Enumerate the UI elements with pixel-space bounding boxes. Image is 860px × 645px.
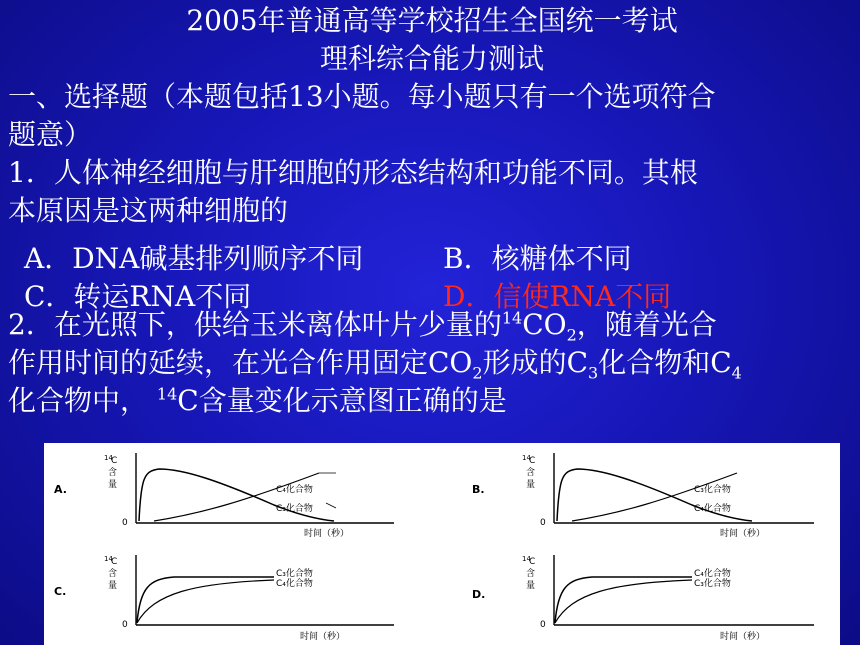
- question-2-line3: [8, 382, 856, 420]
- slide-content: [8, 2, 856, 420]
- q2-superscript: 14: [501, 308, 523, 328]
- label-lower: C₄化合物: [276, 579, 313, 589]
- q2-text: 作用时间的延续，在光合作用固定CO: [8, 346, 473, 379]
- q2-subscript: 2: [566, 325, 577, 345]
- question-2-line2: [8, 344, 856, 382]
- q2-text: 形成的C: [482, 346, 589, 379]
- origin-label: 0: [540, 518, 546, 528]
- label-upper: C₄化合物: [276, 485, 313, 495]
- x-axis-label: 时间（秒）: [720, 529, 766, 539]
- label-upper: C₃化合物: [694, 485, 731, 495]
- curve-fast-plateau: [555, 577, 692, 623]
- y-axis-sup: 14: [522, 555, 531, 563]
- q2-text: ，随着光合: [576, 308, 717, 341]
- figure-graphs: [44, 443, 840, 645]
- panel-letter: C.: [54, 585, 67, 598]
- section-heading-line1: 一、选择题（本题包括13小题。每小题只有一个选项符合: [8, 80, 716, 113]
- y-axis-sup: 14: [104, 454, 113, 462]
- label-upper: C₄化合物: [694, 569, 731, 579]
- y-axis-char: 量: [108, 581, 118, 591]
- panel-d: [472, 555, 814, 642]
- y-axis-c: C: [529, 557, 536, 567]
- panel-letter: B.: [472, 483, 485, 496]
- question-1-line2: 本原因是这两种细胞的: [8, 194, 289, 227]
- x-axis-label: 时间（秒）: [300, 632, 346, 642]
- q2-superscript: 14: [156, 384, 178, 404]
- answer-figure: [44, 443, 840, 645]
- y-axis-c: C: [111, 557, 118, 567]
- y-axis-char: 量: [526, 581, 536, 591]
- curve-slow-plateau: [555, 580, 692, 623]
- label-lower: C₃化合物: [694, 579, 731, 589]
- y-axis-char: 量: [526, 480, 536, 490]
- curve-slow-plateau: [137, 580, 274, 623]
- y-axis-sup: 14: [104, 555, 113, 563]
- panel-b: [472, 453, 814, 539]
- y-axis-char: 含: [526, 468, 536, 478]
- q2-subscript: 3: [588, 363, 599, 383]
- question-1-line1: 1．人体神经细胞与肝细胞的形态结构和功能不同。其根: [8, 156, 698, 189]
- y-axis-char: 含: [526, 569, 536, 579]
- panel-c: [54, 555, 394, 642]
- panel-letter: D.: [472, 588, 486, 601]
- q2-subscript: 4: [731, 363, 742, 383]
- option-a: A．DNA碱基排列顺序不同: [24, 242, 364, 275]
- panel-letter: A.: [54, 483, 67, 496]
- y-axis-char: 含: [108, 468, 118, 478]
- origin-label: 0: [122, 518, 128, 528]
- q2-text: 2．在光照下，供给玉米离体叶片少量的: [8, 308, 502, 341]
- label-lower: C₃化合物: [276, 504, 313, 514]
- origin-label: 0: [540, 620, 546, 630]
- q2-text: C含量变化示意图正确的是: [177, 384, 507, 417]
- option-d-correct: D．信使RNA不同: [443, 280, 672, 313]
- q2-subscript: 2: [472, 363, 483, 383]
- x-axis-label: 时间（秒）: [304, 529, 350, 539]
- panel-a: [54, 453, 394, 539]
- section-heading-line2: 题意）: [8, 118, 93, 151]
- origin-label: 0: [122, 620, 128, 630]
- q2-text: 化合物中，: [8, 384, 157, 417]
- exam-title: 2005年普通高等学校招生全国统一考试: [186, 4, 678, 37]
- label-upper: C₃化合物: [276, 569, 313, 579]
- x-axis-label: 时间（秒）: [720, 632, 766, 642]
- q2-text: CO: [522, 308, 567, 341]
- exam-subtitle: 理科综合能力测试: [319, 42, 544, 75]
- leader-line: [326, 503, 336, 508]
- q2-text: 化合物和C: [598, 346, 732, 379]
- y-axis-c: C: [529, 456, 536, 466]
- option-c: C．转运RNA不同: [24, 280, 252, 313]
- y-axis-char: 量: [108, 480, 118, 490]
- label-lower: C₄化合物: [694, 504, 731, 514]
- y-axis-sup: 14: [522, 454, 531, 462]
- curve-fast-plateau: [137, 577, 274, 623]
- y-axis-c: C: [111, 456, 118, 466]
- y-axis-char: 含: [108, 569, 118, 579]
- option-b: B．核糖体不同: [443, 242, 632, 275]
